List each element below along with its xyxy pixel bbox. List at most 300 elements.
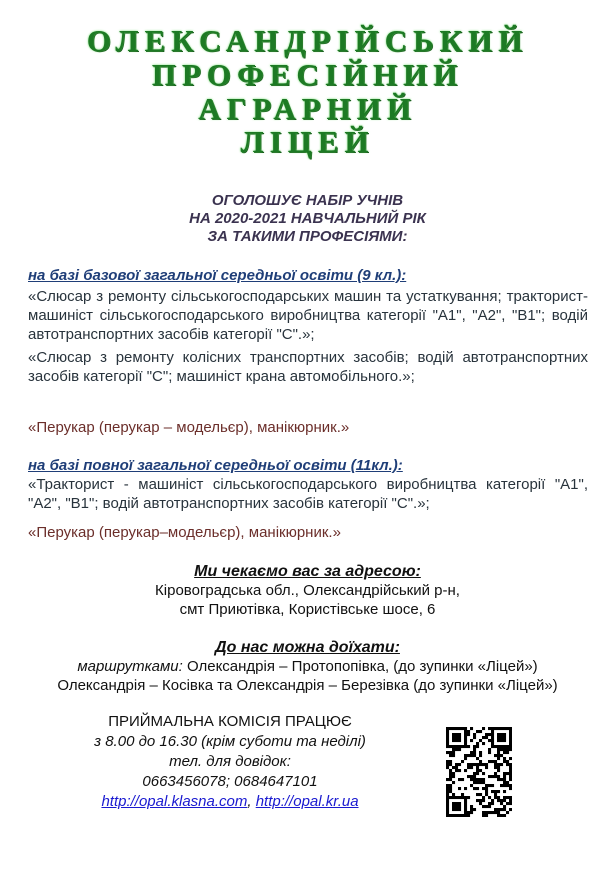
- qr-module: [464, 733, 467, 736]
- qr-module: [506, 748, 509, 751]
- transport-line-2: Олександрія – Косівка та Олександрія – Березівка (до зупинки «Ліцей»): [57, 677, 558, 694]
- qr-module: [458, 808, 461, 811]
- qr-module: [509, 757, 512, 760]
- qr-module: [446, 787, 449, 790]
- address-line-2: смт Приютівка, Користівське шосе, 6: [179, 601, 436, 618]
- qr-module: [482, 778, 485, 781]
- qr-module: [449, 769, 452, 772]
- qr-module: [479, 760, 482, 763]
- qr-module: [503, 781, 506, 784]
- qr-module: [452, 775, 455, 778]
- qr-module: [488, 811, 491, 814]
- qr-module: [485, 784, 488, 787]
- qr-module: [482, 772, 485, 775]
- qr-module: [500, 799, 503, 802]
- qr-module: [485, 736, 488, 739]
- qr-module: [479, 754, 482, 757]
- qr-module: [473, 772, 476, 775]
- qr-module: [482, 727, 485, 730]
- qr-module: [488, 748, 491, 751]
- qr-module: [494, 766, 497, 769]
- working-hours: з 8.00 до 16.30 (крім суботи та неділі): [94, 733, 366, 750]
- qr-module: [494, 763, 497, 766]
- qr-module: [476, 787, 479, 790]
- qr-module: [458, 739, 461, 742]
- qr-module: [497, 811, 500, 814]
- qr-module: [491, 727, 494, 730]
- qr-module: [464, 796, 467, 799]
- qr-module: [464, 769, 467, 772]
- qr-module: [488, 739, 491, 742]
- qr-module: [488, 802, 491, 805]
- qr-module: [509, 745, 512, 748]
- qr-module: [485, 790, 488, 793]
- qr-module: [482, 742, 485, 745]
- qr-module: [500, 778, 503, 781]
- qr-module: [509, 784, 512, 787]
- qr-module: [473, 778, 476, 781]
- qr-module: [497, 763, 500, 766]
- announcement-line-2: НА 2020-2021 НАВЧАЛЬНИЙ РІК: [189, 210, 426, 227]
- qr-module: [503, 784, 506, 787]
- qr-module: [467, 796, 470, 799]
- qr-module: [503, 790, 506, 793]
- qr-module: [458, 736, 461, 739]
- qr-module: [500, 745, 503, 748]
- qr-module: [491, 802, 494, 805]
- qr-module: [497, 766, 500, 769]
- qr-module: [467, 730, 470, 733]
- commission-label: ПРИЙМАЛЬНА КОМІСІЯ ПРАЦЮЄ: [108, 713, 352, 730]
- qr-module: [473, 754, 476, 757]
- qr-module: [509, 799, 512, 802]
- qr-module: [491, 760, 494, 763]
- qr-module: [506, 802, 509, 805]
- qr-module: [491, 799, 494, 802]
- qr-module: [509, 775, 512, 778]
- qr-module: [446, 784, 449, 787]
- qr-module: [449, 814, 452, 817]
- qr-module: [455, 769, 458, 772]
- qr-module: [470, 778, 473, 781]
- qr-module: [446, 778, 449, 781]
- qr-module: [452, 802, 455, 805]
- transport-route-1: Олександрія – Протопопівка, (до зупинки «Ліцей»): [182, 658, 538, 675]
- qr-module: [500, 733, 503, 736]
- qr-module: [452, 796, 455, 799]
- qr-module: [449, 754, 452, 757]
- title-line-3: АГРАРНИЙ: [198, 91, 417, 126]
- qr-module: [497, 796, 500, 799]
- qr-module: [488, 805, 491, 808]
- qr-module: [446, 766, 449, 769]
- qr-module: [479, 730, 482, 733]
- qr-module: [458, 796, 461, 799]
- qr-module: [446, 802, 449, 805]
- qr-module: [482, 811, 485, 814]
- qr-module: [494, 808, 497, 811]
- qr-module: [458, 787, 461, 790]
- qr-module: [452, 781, 455, 784]
- qr-module: [497, 748, 500, 751]
- qr-module: [488, 775, 491, 778]
- qr-module: [500, 808, 503, 811]
- title-line-2: ПРОФЕСІЙНИЙ: [151, 57, 464, 92]
- qr-module: [503, 751, 506, 754]
- announcement-line-1: ОГОЛОШУЄ НАБІР УЧНІВ: [211, 192, 404, 209]
- qr-module: [458, 769, 461, 772]
- link-separator: ,: [247, 793, 256, 810]
- qr-module: [446, 733, 449, 736]
- qr-module: [461, 778, 464, 781]
- qr-module: [452, 793, 455, 796]
- qr-code[interactable]: [446, 727, 512, 817]
- qr-module: [500, 727, 503, 730]
- qr-module: [509, 787, 512, 790]
- qr-module: [509, 772, 512, 775]
- qr-module: [509, 730, 512, 733]
- qr-module: [470, 766, 473, 769]
- qr-module: [476, 769, 479, 772]
- qr-module: [470, 751, 473, 754]
- transport-heading: До нас можна доїхати:: [215, 639, 400, 656]
- qr-module: [455, 736, 458, 739]
- qr-module: [458, 814, 461, 817]
- qr-module: [452, 772, 455, 775]
- qr-module: [500, 814, 503, 817]
- qr-module: [464, 757, 467, 760]
- qr-module: [497, 745, 500, 748]
- qr-module: [446, 811, 449, 814]
- qr-module: [491, 739, 494, 742]
- qr-module: [446, 739, 449, 742]
- qr-module: [449, 784, 452, 787]
- qr-module: [488, 751, 491, 754]
- qr-module: [503, 760, 506, 763]
- qr-module: [479, 778, 482, 781]
- qr-module: [485, 805, 488, 808]
- qr-module: [509, 763, 512, 766]
- qr-module: [497, 754, 500, 757]
- qr-module: [464, 742, 467, 745]
- qr-module: [455, 739, 458, 742]
- qr-module: [446, 796, 449, 799]
- qr-module: [473, 787, 476, 790]
- qr-module: [485, 763, 488, 766]
- qr-module: [491, 775, 494, 778]
- qr-module: [488, 796, 491, 799]
- qr-module: [479, 793, 482, 796]
- qr-module: [491, 742, 494, 745]
- qr-module: [461, 727, 464, 730]
- qr-module: [509, 778, 512, 781]
- qr-module: [461, 745, 464, 748]
- qr-module: [491, 736, 494, 739]
- qr-module: [506, 727, 509, 730]
- qr-module: [449, 763, 452, 766]
- qr-module: [485, 787, 488, 790]
- qr-module: [509, 766, 512, 769]
- qr-module: [455, 727, 458, 730]
- qr-module: [455, 748, 458, 751]
- qr-module: [506, 784, 509, 787]
- qr-module: [446, 793, 449, 796]
- qr-module: [497, 808, 500, 811]
- qr-module: [491, 733, 494, 736]
- qr-module: [464, 802, 467, 805]
- qr-module: [455, 814, 458, 817]
- transport-block: [0, 638, 615, 695]
- qr-module: [452, 766, 455, 769]
- section2-profession-1: «Тракторист - машиніст сільськогосподарського виробництва категорії "А1", "А2", "В1"; водій автотранспортних засобів категорії "С".»;: [28, 476, 588, 512]
- qr-module: [470, 805, 473, 808]
- qr-module: [479, 739, 482, 742]
- qr-module: [497, 757, 500, 760]
- qr-module: [464, 730, 467, 733]
- qr-module: [482, 763, 485, 766]
- qr-module: [470, 727, 473, 730]
- qr-module: [473, 745, 476, 748]
- address-heading: Ми чекаємо вас за адресою:: [194, 563, 421, 580]
- qr-module: [476, 766, 479, 769]
- qr-module: [503, 748, 506, 751]
- qr-module: [467, 814, 470, 817]
- section1-profession-3: «Перукар (перукар – модельєр), манікюрник.»: [28, 419, 350, 436]
- qr-module: [458, 805, 461, 808]
- qr-module: [473, 781, 476, 784]
- qr-module: [464, 745, 467, 748]
- qr-module: [500, 748, 503, 751]
- qr-module: [470, 754, 473, 757]
- qr-module: [446, 742, 449, 745]
- qr-module: [467, 745, 470, 748]
- qr-module: [503, 733, 506, 736]
- qr-module: [497, 739, 500, 742]
- qr-module: [500, 736, 503, 739]
- qr-module: [479, 751, 482, 754]
- qr-module: [503, 814, 506, 817]
- qr-module: [449, 727, 452, 730]
- qr-module: [464, 736, 467, 739]
- section1-profession-2: «Слюсар з ремонту колісних транспортних засобів; водій автотранспортних засобів категорії "С"; машиніст крана автомобільного.»;: [28, 349, 588, 385]
- qr-module: [464, 799, 467, 802]
- qr-module: [467, 733, 470, 736]
- qr-module: [464, 739, 467, 742]
- qr-module: [494, 772, 497, 775]
- qr-module: [494, 793, 497, 796]
- qr-module: [506, 751, 509, 754]
- title-line-1: ОЛЕКСАНДРІЙСЬКИЙ: [86, 23, 529, 58]
- phone-label: тел. для довідок:: [169, 753, 291, 770]
- qr-module: [446, 730, 449, 733]
- qr-module: [452, 736, 455, 739]
- qr-module: [503, 778, 506, 781]
- qr-module: [503, 757, 506, 760]
- qr-module: [476, 742, 479, 745]
- qr-module: [479, 781, 482, 784]
- section1-profession-1: «Слюсар з ремонту сільськогосподарських машин та устаткування; тракторист-машиніст сільськогосподарського виробництва категорії "А1", "А2", "В1"; водій автотранспортних засобів категорії "С".»;: [28, 288, 588, 343]
- qr-module: [458, 748, 461, 751]
- qr-module: [503, 736, 506, 739]
- qr-module: [506, 796, 509, 799]
- qr-module: [452, 748, 455, 751]
- address-block: [0, 562, 615, 619]
- qr-module: [497, 751, 500, 754]
- qr-module: [482, 799, 485, 802]
- qr-module: [479, 763, 482, 766]
- transport-label: маршрутками:: [77, 658, 183, 675]
- qr-module: [446, 808, 449, 811]
- section2-profession-2: «Перукар (перукар–модельєр), манікюрник.»: [28, 524, 341, 541]
- qr-module: [494, 754, 497, 757]
- qr-module: [455, 763, 458, 766]
- qr-module: [509, 748, 512, 751]
- qr-module: [452, 733, 455, 736]
- qr-module: [446, 727, 449, 730]
- qr-module: [506, 760, 509, 763]
- qr-module: [470, 763, 473, 766]
- qr-module: [476, 730, 479, 733]
- qr-module: [509, 808, 512, 811]
- qr-module: [509, 739, 512, 742]
- qr-module: [482, 736, 485, 739]
- qr-module: [458, 778, 461, 781]
- qr-module: [476, 778, 479, 781]
- phone-numbers: 0663456078; 0684647101: [142, 773, 318, 790]
- qr-module: [455, 808, 458, 811]
- qr-module: [449, 745, 452, 748]
- qr-module: [494, 745, 497, 748]
- qr-module: [449, 787, 452, 790]
- qr-module: [500, 754, 503, 757]
- qr-module: [503, 739, 506, 742]
- qr-module: [473, 763, 476, 766]
- qr-module: [509, 796, 512, 799]
- qr-module: [446, 736, 449, 739]
- qr-module: [470, 784, 473, 787]
- qr-module: [503, 775, 506, 778]
- qr-module: [500, 739, 503, 742]
- qr-module: [449, 760, 452, 763]
- qr-module: [473, 748, 476, 751]
- section2-heading: на базі повної загальної середньої освіти (11кл.):: [28, 457, 403, 474]
- qr-module: [470, 811, 473, 814]
- qr-module: [464, 754, 467, 757]
- announcement-line-3: ЗА ТАКИМИ ПРОФЕСІЯМИ:: [207, 228, 408, 245]
- qr-module: [455, 733, 458, 736]
- qr-module: [467, 775, 470, 778]
- qr-module: [446, 799, 449, 802]
- qr-module: [488, 727, 491, 730]
- qr-module: [467, 811, 470, 814]
- qr-module: [488, 760, 491, 763]
- qr-module: [467, 754, 470, 757]
- qr-module: [446, 763, 449, 766]
- address-line-1: Кіровоградська обл., Олександрійський р-н,: [155, 582, 460, 599]
- qr-module: [509, 802, 512, 805]
- qr-module: [473, 775, 476, 778]
- qr-module: [500, 784, 503, 787]
- qr-module: [497, 733, 500, 736]
- qr-module: [449, 778, 452, 781]
- qr-module: [467, 763, 470, 766]
- qr-module: [452, 751, 455, 754]
- qr-module: [470, 739, 473, 742]
- qr-module: [494, 760, 497, 763]
- qr-module: [449, 796, 452, 799]
- qr-module: [452, 745, 455, 748]
- qr-module: [446, 745, 449, 748]
- qr-module: [491, 730, 494, 733]
- qr-module: [509, 736, 512, 739]
- qr-module: [473, 808, 476, 811]
- qr-module: [452, 805, 455, 808]
- qr-module: [503, 727, 506, 730]
- qr-module: [446, 790, 449, 793]
- qr-module: [497, 778, 500, 781]
- qr-module: [464, 787, 467, 790]
- link-kr-ua[interactable]: http://opal.kr.ua: [255, 793, 359, 810]
- qr-module: [485, 811, 488, 814]
- qr-module: [509, 742, 512, 745]
- qr-module: [482, 814, 485, 817]
- qr-module: [470, 808, 473, 811]
- qr-module: [464, 814, 467, 817]
- qr-module: [488, 784, 491, 787]
- qr-module: [485, 814, 488, 817]
- qr-module: [476, 772, 479, 775]
- qr-module: [503, 808, 506, 811]
- qr-module: [446, 751, 449, 754]
- qr-module: [458, 802, 461, 805]
- qr-module: [482, 796, 485, 799]
- qr-module: [461, 796, 464, 799]
- qr-module: [455, 745, 458, 748]
- qr-module: [461, 760, 464, 763]
- qr-module: [500, 802, 503, 805]
- qr-module: [497, 727, 500, 730]
- links: [60, 792, 400, 812]
- qr-module: [449, 772, 452, 775]
- qr-module: [497, 799, 500, 802]
- qr-module: [497, 736, 500, 739]
- qr-module: [464, 808, 467, 811]
- qr-module: [446, 760, 449, 763]
- qr-module: [494, 775, 497, 778]
- qr-module: [506, 763, 509, 766]
- qr-module: [488, 733, 491, 736]
- qr-module: [455, 766, 458, 769]
- qr-module: [503, 772, 506, 775]
- qr-module: [455, 805, 458, 808]
- qr-module: [509, 733, 512, 736]
- qr-module: [479, 802, 482, 805]
- qr-module: [455, 802, 458, 805]
- qr-module: [491, 790, 494, 793]
- qr-module: [482, 781, 485, 784]
- qr-module: [458, 727, 461, 730]
- qr-module: [449, 751, 452, 754]
- qr-module: [485, 766, 488, 769]
- link-klasna[interactable]: http://opal.klasna.com: [101, 793, 248, 810]
- title-line-4: ЛІЦЕЙ: [240, 124, 375, 159]
- qr-module: [491, 745, 494, 748]
- qr-module: [479, 769, 482, 772]
- qr-module: [476, 793, 479, 796]
- qr-module: [476, 745, 479, 748]
- qr-module: [452, 739, 455, 742]
- qr-module: [503, 805, 506, 808]
